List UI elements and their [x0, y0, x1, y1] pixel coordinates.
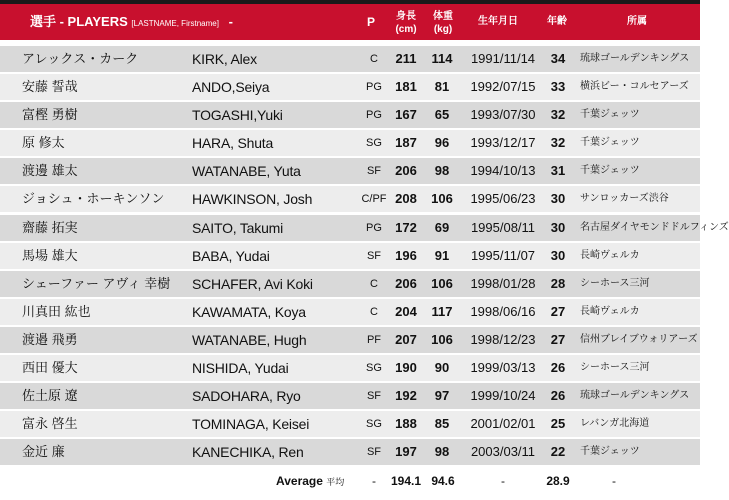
player-name-jp: 富樫 勇樹 — [22, 107, 78, 123]
player-team: レバンガ北海道 — [580, 418, 650, 430]
player-dob: 1998/06/16 — [470, 303, 536, 319]
player-team: サンロッカーズ渋谷 — [580, 193, 669, 205]
player-weight: 91 — [434, 247, 450, 263]
player-name-en: KANECHIKA, Ren — [192, 444, 304, 461]
player-name-jp: 金近 廉 — [22, 444, 65, 460]
player-dob: 2003/03/11 — [470, 444, 536, 460]
average-label-jp: 平均 — [326, 477, 345, 487]
player-dob: 1998/12/23 — [470, 331, 536, 347]
player-weight: 114 — [431, 51, 453, 66]
table-header — [0, 4, 700, 40]
player-team: シーホース三河 — [580, 277, 650, 289]
average-age: 28.9 — [546, 474, 570, 488]
player-team: 千葉ジェッツ — [580, 446, 640, 458]
header-height-label: 身長 — [396, 11, 416, 22]
player-name-en: SCHAFER, Avi Koki — [192, 275, 313, 292]
player-name-en: SAITO, Takumi — [192, 219, 284, 236]
player-name-jp: ジョシュ・ホーキンソン — [22, 191, 165, 207]
player-name-jp: 安藤 誓哉 — [22, 79, 78, 95]
player-name-en: WATANABE, Yuta — [192, 163, 301, 180]
player-dob: 1993/07/30 — [470, 107, 536, 123]
header-age: 年齢 — [547, 16, 567, 27]
average-label-en: Average — [276, 474, 323, 488]
header-dob: 生年月日 — [478, 16, 518, 27]
header-weight-label: 体重 — [433, 11, 453, 22]
player-position: PG — [366, 81, 382, 94]
header-players — [30, 4, 233, 42]
table-row — [0, 102, 700, 128]
player-name-en: HAWKINSON, Josh — [192, 191, 313, 208]
player-height: 207 — [395, 331, 417, 347]
player-height: 181 — [395, 79, 417, 95]
player-name-en: ANDO,Seiya — [192, 79, 270, 96]
player-team: 名古屋ダイヤモンドドルフィンズ — [580, 221, 729, 233]
player-age: 30 — [550, 247, 566, 263]
player-height: 206 — [395, 163, 417, 179]
player-position: C/PF — [361, 193, 387, 206]
player-weight: 117 — [431, 303, 453, 319]
header-players-label: 選手 - PLAYERS — [30, 14, 128, 29]
player-dob: 1995/06/23 — [470, 191, 536, 207]
player-name-en: TOMINAGA, Keisei — [192, 416, 310, 433]
player-height: 190 — [395, 360, 417, 376]
player-weight: 106 — [431, 275, 453, 291]
table-row — [0, 215, 729, 241]
player-team: 琉球ゴールデンキングス — [580, 53, 690, 64]
player-weight: 85 — [434, 416, 450, 432]
player-position: SF — [366, 165, 382, 178]
player-name-jp: 渡邊 雄太 — [22, 163, 78, 179]
player-age: 25 — [550, 416, 566, 432]
player-dob: 1999/03/13 — [470, 360, 536, 376]
player-height: 187 — [395, 135, 417, 151]
player-name-jp: 富永 啓生 — [22, 416, 78, 432]
average-dob: - — [501, 474, 505, 488]
player-weight: 90 — [434, 360, 450, 376]
player-name-jp: 齋藤 拓実 — [22, 219, 78, 235]
player-name-jp: シェーファー アヴィ 幸樹 — [22, 275, 171, 291]
player-height: 206 — [395, 275, 417, 291]
player-weight: 106 — [431, 331, 453, 347]
player-age: 33 — [550, 79, 566, 95]
player-position: C — [370, 277, 378, 290]
player-age: 30 — [550, 219, 566, 235]
player-position: C — [370, 53, 378, 65]
player-age: 28 — [550, 275, 566, 291]
player-dob: 1994/10/13 — [470, 163, 536, 179]
header-height-unit: (cm) — [395, 24, 417, 35]
table-row — [0, 186, 700, 212]
player-name-jp: 渡邉 飛勇 — [22, 331, 78, 347]
player-age: 32 — [550, 135, 566, 151]
player-table — [0, 46, 729, 467]
table-row — [0, 355, 700, 381]
player-name-en: KAWAMATA, Koya — [192, 303, 306, 320]
table-row — [0, 271, 700, 297]
table-row — [0, 158, 700, 184]
player-team: シーホース三河 — [580, 362, 650, 374]
player-weight: 65 — [434, 107, 450, 123]
header-position: P — [367, 15, 376, 29]
player-position: PG — [366, 109, 382, 122]
player-name-en: NISHIDA, Yudai — [192, 360, 289, 377]
player-name-jp: 原 修太 — [22, 135, 65, 151]
player-position: SF — [366, 249, 382, 262]
player-name-jp: 西田 優大 — [22, 360, 78, 376]
player-position: PG — [366, 221, 382, 234]
player-team: 信州ブレイブウォリアーズ — [580, 333, 698, 345]
player-dob: 1993/12/17 — [470, 135, 536, 151]
player-name-en: KIRK, Alex — [192, 51, 257, 67]
player-dob: 1995/08/11 — [470, 219, 536, 235]
player-age: 26 — [550, 388, 566, 404]
header-players-sub: [LASTNAME, Firstname] — [131, 19, 219, 28]
player-dob: 1998/01/28 — [470, 275, 536, 291]
table-row — [0, 383, 700, 409]
header-team: 所属 — [627, 16, 647, 27]
player-dob: 2001/02/01 — [470, 416, 536, 432]
average-row — [0, 469, 700, 493]
average-team: - — [612, 474, 616, 488]
header-height — [393, 10, 419, 36]
player-dob: 1999/10/24 — [470, 388, 536, 404]
player-height: 204 — [395, 303, 417, 319]
table-row — [0, 439, 700, 465]
player-weight: 98 — [434, 163, 450, 179]
player-age: 27 — [550, 303, 566, 319]
player-age: 34 — [550, 51, 566, 66]
player-team: 千葉ジェッツ — [580, 109, 640, 121]
player-position: PF — [366, 333, 382, 346]
table-row — [0, 327, 700, 353]
average-label — [276, 469, 344, 494]
player-name-en: HARA, Shuta — [192, 135, 274, 152]
player-name-en: SADOHARA, Ryo — [192, 388, 301, 405]
player-height: 172 — [395, 219, 417, 235]
player-team: 千葉ジェッツ — [580, 137, 640, 149]
player-height: 167 — [395, 107, 417, 123]
player-dob: 1991/11/14 — [470, 51, 536, 66]
player-name-en: WATANABE, Hugh — [192, 331, 307, 348]
player-weight: 106 — [431, 191, 453, 207]
player-weight: 97 — [434, 388, 450, 404]
player-age: 31 — [550, 163, 566, 179]
player-age: 27 — [550, 331, 566, 347]
player-age: 32 — [550, 107, 566, 123]
player-position: SG — [366, 362, 382, 375]
player-team: 長崎ヴェルカ — [580, 249, 640, 261]
table-row — [0, 46, 700, 72]
player-team: 千葉ジェッツ — [580, 165, 640, 177]
header-weight — [430, 10, 456, 36]
table-row — [0, 130, 700, 156]
player-age: 22 — [550, 444, 566, 460]
player-name-en: TOGASHI,Yuki — [192, 107, 283, 124]
player-height: 208 — [395, 191, 417, 207]
player-dob: 1995/11/07 — [470, 247, 536, 263]
player-position: SG — [366, 137, 382, 150]
table-row — [0, 74, 700, 100]
player-weight: 69 — [434, 219, 450, 235]
player-age: 30 — [550, 191, 566, 207]
header-weight-unit: (kg) — [433, 24, 453, 35]
header-players-dash: - — [228, 14, 233, 29]
player-height: 196 — [395, 247, 417, 263]
average-height: 194.1 — [390, 474, 422, 488]
player-name-jp: アレックス・カーク — [22, 51, 139, 66]
player-name-jp: 川真田 紘也 — [22, 303, 91, 319]
player-weight: 81 — [434, 79, 450, 95]
player-team: 長崎ヴェルカ — [580, 305, 640, 317]
player-team: 横浜ビー・コルセアーズ — [580, 81, 689, 93]
table-row — [0, 299, 700, 325]
player-name-jp: 佐土原 遼 — [22, 388, 78, 404]
player-name-en: BABA, Yudai — [192, 247, 270, 264]
table-row — [0, 243, 700, 269]
average-weight: 94.6 — [431, 474, 455, 488]
player-height: 211 — [395, 51, 417, 66]
table-row — [0, 411, 700, 437]
player-weight: 98 — [434, 444, 450, 460]
average-position: - — [372, 474, 376, 488]
player-position: SG — [366, 418, 382, 431]
player-position: SF — [366, 446, 382, 459]
player-team: 琉球ゴールデンキングス — [580, 390, 690, 402]
player-age: 26 — [550, 360, 566, 376]
player-dob: 1992/07/15 — [470, 79, 536, 95]
player-position: SF — [366, 390, 382, 403]
player-position: C — [370, 305, 378, 318]
player-weight: 96 — [434, 135, 450, 151]
player-height: 188 — [395, 416, 417, 432]
player-height: 192 — [395, 388, 417, 404]
player-name-jp: 馬場 雄大 — [22, 247, 78, 263]
player-height: 197 — [395, 444, 417, 460]
